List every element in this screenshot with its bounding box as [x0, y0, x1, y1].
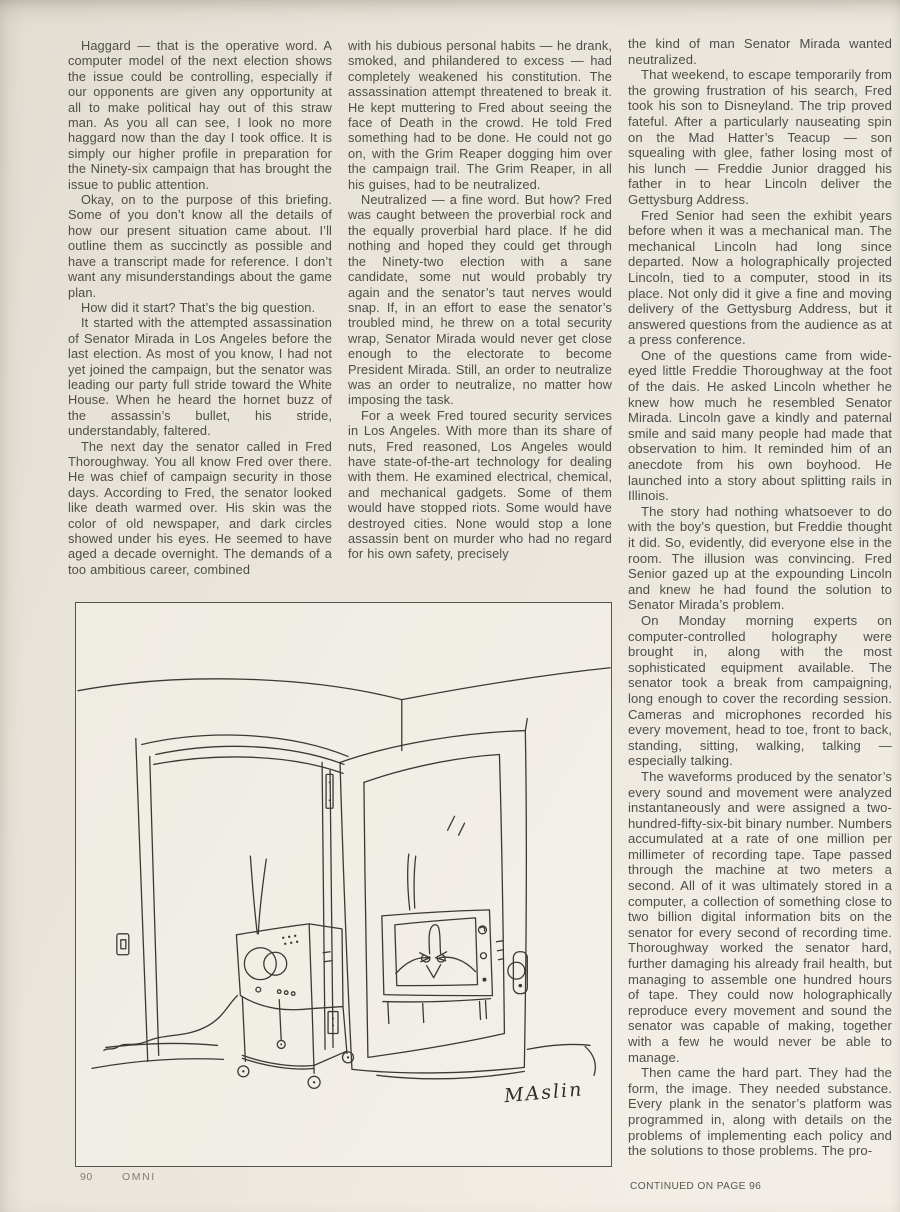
door-tv: [382, 910, 504, 1024]
tv-screen: [395, 918, 478, 986]
paragraph: On Monday morning experts on computer-controlled holography were brought in, along with the most sophisticated equipment available. The senator took a break from campaigning, long enough to cover the recording session. Cameras and microphones recorded his every movement, head to toe, front to back, standing, sitting, walking, talking — especially talking.: [628, 612, 892, 769]
paragraph: That weekend, to escape temporarily from the growing frustration of his search, Fred took his son to Disneyland. The trip proved fateful. After a particularly nauseating spin on the Mad Hatter’s Teacup — son squealing with glee, father losing most of his lunch — Freddie Junior dragged his father in to hear Lincoln deliver the Gettysburg Address.: [628, 67, 892, 207]
artist-signature: MAslin: [503, 1078, 585, 1108]
text-column-3: [628, 36, 892, 1159]
page-number: 90: [80, 1171, 93, 1183]
cartoon-drawing: [76, 603, 611, 1166]
paragraph: The story had nothing whatsoever to do with the boy’s question, but Freddie thought it did. So, evidently, did everyone else in the room. The illusion was convincing. Fred Senior gazed up at the expounding Lincoln and knew he had found the solution to Senator Mirada’s problem.: [628, 503, 892, 613]
paragraph: The next day the senator called in Fred Thoroughway. You all know Fred over there. He was chief of campaign security in those days. According to Fred, the senator looked like death warmed over. His skin was the color of old newspaper, and dark circles showed under his eyes. He seemed to have aged a decade overnight. The demands of a too ambitious career, combined: [68, 438, 332, 577]
paragraph: Fred Senior had seen the exhibit years before when it was a mechanical man. The mechanical Lincoln had long since departed. Now a holographically projected Lincoln, tied to a computer, stood in its place. Not only did it give a fine and moving delivery of the Gettysburg Address, but it answered questions from the audience as at a press conference.: [628, 207, 892, 348]
bow-tie-man: [396, 925, 476, 978]
paragraph: Neutralized — a fine word. But how? Fred was caught between the proverbial rock and the equally proverbial hard place. If he did nothing and hoped they could get through the Ninety-two election with a sane candidate, some nut would probably try again and the senator’s taut nerves would snap. If, in an effort to ease the senator’s troubled mind, he threw on a total security wrap, Senator Mirada would never get close enough to the electorate to become President Mirada. Still, an order to neutralize was an order to neutralize, no matter how imposing the task.: [348, 192, 612, 408]
power-cord: [104, 996, 238, 1051]
magazine-title: OMNI: [122, 1171, 156, 1183]
doorway: [117, 735, 348, 1061]
paragraph: the kind of man Senator Mirada wanted neutralized.: [628, 36, 892, 67]
text-column-1: [68, 38, 332, 577]
paragraph: with his dubious personal habits — he drank, smoked, and philandered to excess — had completely weakened his constitution. The assassination attempt threatened to break it. He kept muttering to Fred about seeing the face of Death in the crowd. He told Fred something had to be done. He could not go on, with the Grim Reaper dogging him over the campaign trail. The Grim Reaper, in all his guises, had to be neutralized.: [348, 38, 612, 192]
projector-cart: [236, 856, 353, 1088]
paragraph: It started with the attempted assassination of Senator Mirada in Los Angeles before the last election. As most of you know, I had not yet joined the campaign, but the senator was leading our party full stride toward the White House. When he heard the hornet buzz of the assassin’s bullet, his stride, understandably, faltered.: [68, 315, 332, 439]
paragraph: Haggard — that is the operative word. A computer model of the next election shows the issue could be controlling, especially if our opponents are given any opportunity at all to make political hay out of this straw man. As you all can see, I look no more haggard now than the day I took office. It is simply our higher profile in preparation for the Ninety-six campaign that has brought the issue to public attention.: [68, 38, 332, 192]
paragraph: One of the questions came from wide-eyed little Freddie Thoroughway at the foot of the dais. He asked Lincoln whether he knew how much he resembled Senator Mirada. Lincoln gave a kindly and paternal smile and said many people had made that observation to him. It reminded him of an anecdote from his own boyhood. He launched into a story about splitting rails in Illinois.: [628, 347, 892, 504]
door-knob: [508, 962, 525, 979]
paragraph: Okay, on to the purpose of this briefing. Some of you don’t know all the details of how our present situation came about. I’ll outline them as succinctly as possible and have a transcript made for reference. I don’t want any misunderstandings about the game plan.: [68, 192, 332, 300]
cartoon-illustration: [75, 602, 612, 1167]
open-door: [340, 719, 527, 1073]
text-column-2: [348, 38, 612, 562]
paragraph: The waveforms produced by the senator’s every sound and movement were analyzed instantaneously and were assigned a two-hundred-fifty-six-bit binary number. Numbers accumulated at a rate of one million per millimeter of recording tape. Tape passed through the machine at two meters a second. All of it was ultimately stored in a computer, a collection of something close to two billion digital information bits on the senator for every second of recording time. Thoroughway worked the senator hard, further damaging his already frail health, but managing to assemble one hundred hours of tape. They could now holographically reproduce every movement and sound the senator was capable of making, together with a few he would never be able to manage.: [628, 768, 892, 1065]
ceiling-lines: [78, 668, 610, 751]
page-footer: [80, 1171, 156, 1183]
paragraph: For a week Fred toured security services in Los Angeles. With more than its share of nuts, Fred reasoned, Los Angeles would have state-of-the-art technology for dealing with them. He examined electrical, chemical, and mechanical gadgets. Some of them would have stopped riots. Some would have destroyed cities. None would stop a lone assassin bent on murder who had no regard for his own safety, precisely: [348, 407, 612, 562]
light-switch: [117, 934, 129, 955]
continuation-notice: CONTINUED ON PAGE 96: [630, 1181, 762, 1192]
paragraph: Then came the hard part. They had the form, the image. They needed substance. Every plank in the senator’s platform was programmed in, along with details on the problems of implementing each policy and the solutions to those problems. The pro-: [628, 1065, 892, 1159]
paragraph: How did it start? That’s the big question.: [81, 299, 316, 315]
